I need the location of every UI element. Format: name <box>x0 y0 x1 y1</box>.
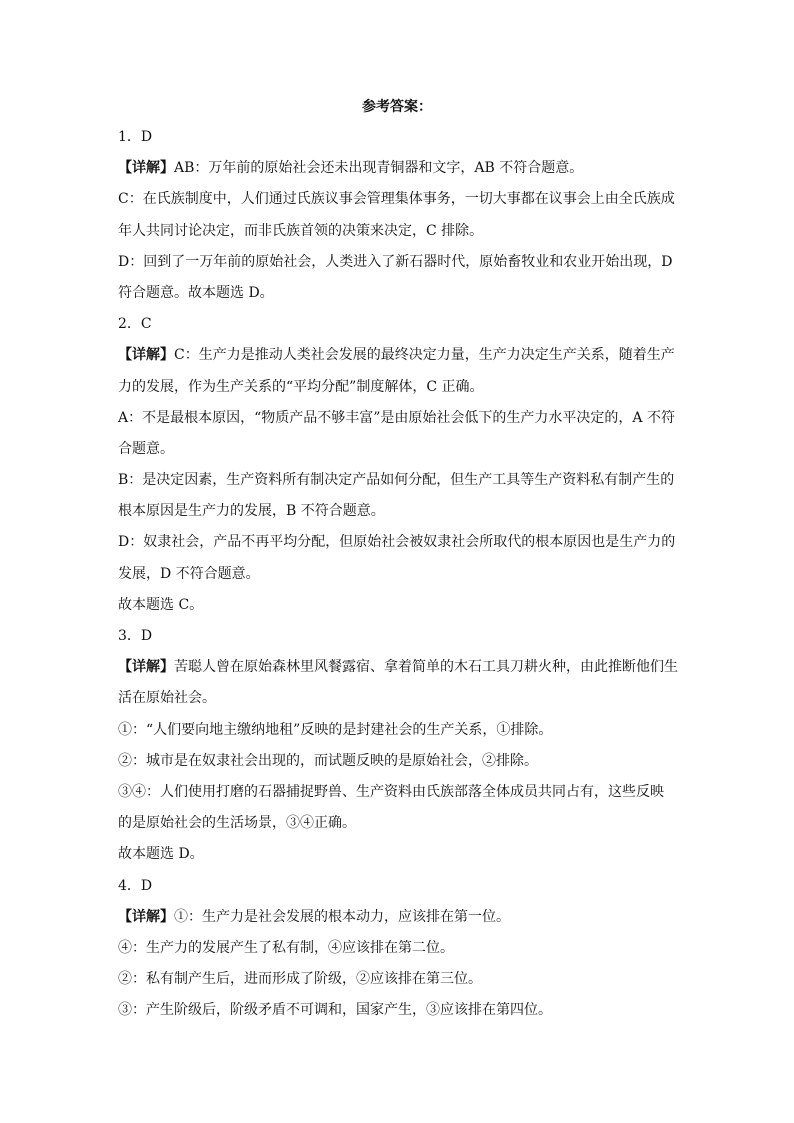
answer-content <box>118 122 678 1026</box>
detail-text: 苦聪人曾在原始森林里风餐露宿、拿着简单的木石工具刀耕火种，由此推断他们生 <box>174 659 678 676</box>
answer-text-line: C：在氏族制度中，人们通过氏族议事会管理集体事务，一切大事都在议事会上由全氏族成 <box>118 191 675 208</box>
question-number: 3．D <box>118 628 153 644</box>
answer-text-line: 符合题意。故本题选 D。 <box>118 284 274 301</box>
answer-text-line: ④：生产力的发展产生了私有制，④应该排在第二位。 <box>118 939 454 956</box>
answer-text-line: 活在原始社会。 <box>118 690 216 707</box>
answer-text-line: D：回到了一万年前的原始社会，人类进入了新石器时代，原始畜牧业和农业开始出现，D <box>118 253 673 270</box>
answer-text-line: 故本题选 D。 <box>118 846 204 863</box>
answer-text-line: 年人共同讨论决定，而非氏族首领的决策来决定，C 排除。 <box>118 222 484 239</box>
answer-detail-line <box>118 153 678 184</box>
answer-detail-line <box>118 902 678 933</box>
page-title: 参考答案： <box>362 99 432 115</box>
answer-text-line: 力的发展，作为生产关系的“平均分配”制度解体，C 正确。 <box>118 378 484 395</box>
answer-text-line: 根本原因是生产力的发展，B 不符合题意。 <box>118 503 385 520</box>
answer-text-line: A：不是最根本原因，“物质产品不够丰富”是由原始社会低下的生产力水平决定的，A 不符 <box>118 409 675 426</box>
answer-text-line: D：奴隶社会，产品不再平均分配，但原始社会被奴隶社会所取代的根本原因也是生产力的 <box>118 534 676 551</box>
answer-detail-line <box>118 340 678 371</box>
answer-text-line: ③：产生阶级后，阶级矛盾不可调和，国家产生，③应该排在第四位。 <box>118 1002 552 1019</box>
answer-text-line: ②：私有制产生后，进而形成了阶级，②应该排在第三位。 <box>118 971 482 988</box>
detail-tag: 【详解】 <box>118 659 174 676</box>
question-number: 4．D <box>118 877 153 894</box>
answer-text-line: ①：“人们要向地主缴纳地租”反映的是封建社会的生产关系，①排除。 <box>118 721 553 738</box>
answer-text-line: B：是决定因素，生产资料所有制决定产品如何分配，但生产工具等生产资料私有制产生的 <box>118 472 675 489</box>
answer-text-line: 合题意。 <box>118 440 174 457</box>
detail-text: ①：生产力是社会发展的根本动力，应该排在第一位。 <box>174 908 510 925</box>
answer-text-line: 故本题选 C。 <box>118 596 204 613</box>
detail-tag: 【详解】 <box>118 347 174 364</box>
answer-text-line: ②：城市是在奴隶社会出现的，而试题反映的是原始社会，②排除。 <box>118 752 538 769</box>
answer-text-line: ③④：人们使用打磨的石器捕捉野兽、生产资料由氏族部落全体成员共同占有，这些反映 <box>118 783 664 800</box>
detail-tag: 【详解】 <box>118 160 174 177</box>
detail-text: C：生产力是推动人类社会发展的最终决定力量，生产力决定生产关系，随着生产 <box>174 347 675 364</box>
answer-detail-line <box>118 652 678 683</box>
detail-text: AB：万年前的原始社会还未出现青铜器和文字，AB 不符合题意。 <box>174 160 584 177</box>
answer-text-line: 的是原始社会的生活场景，③④正确。 <box>118 815 356 832</box>
question-number: 1．D <box>118 129 153 145</box>
answer-text-line: 发展，D 不符合题意。 <box>118 565 260 582</box>
question-number: 2．C <box>118 316 152 333</box>
detail-tag: 【详解】 <box>118 908 174 925</box>
